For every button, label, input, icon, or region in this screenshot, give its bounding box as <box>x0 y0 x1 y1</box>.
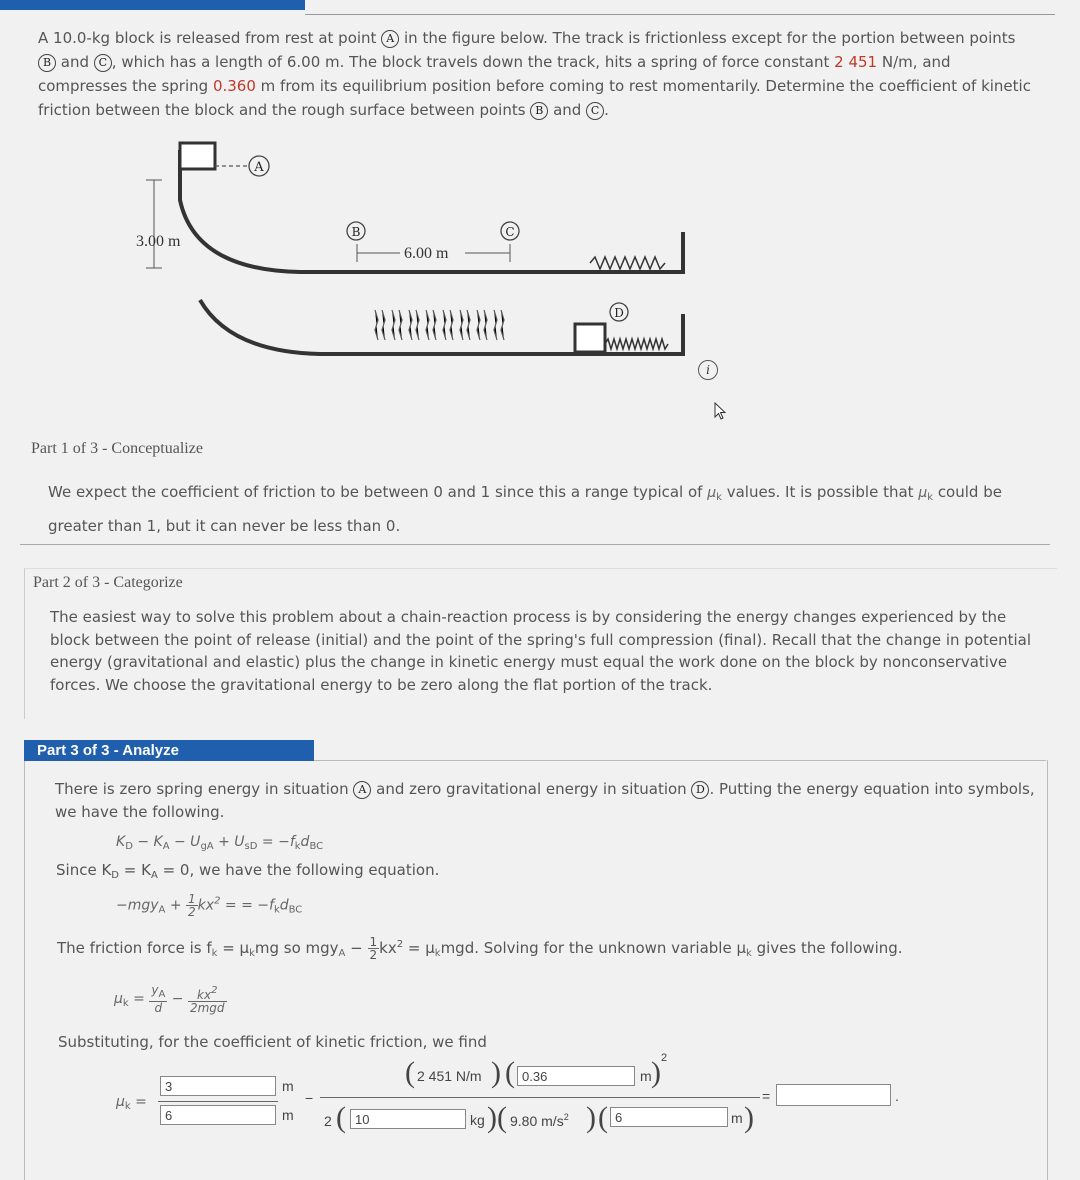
track-figure <box>120 130 700 370</box>
result-input[interactable] <box>776 1084 891 1106</box>
height-label: 3.00 m <box>136 233 181 250</box>
substituting-text: Substituting, for the coefficient of kinetic friction, we find <box>58 1033 487 1051</box>
section-divider <box>20 544 1050 545</box>
part3-intro: There is zero spring energy in situation A and zero gravitational energy in situation D . Putting the energy equation into symbols, we have the following. <box>55 780 1035 821</box>
point-b-text: B <box>351 225 361 239</box>
d-unit-1: m <box>282 1107 294 1123</box>
part2-text: The easiest way to solve this problem about a chain-reaction process is by considering the energy changes experienced by the block between the point of release (initial) and the point of the spring's full compression (final). Recall that the change in potential energy (gravitational and elastic) plus the change in kinetic energy must equal the work done on the block by nonconservative forces. We choose the gravitational energy to be zero along the flat portion of the track. <box>50 608 1032 694</box>
block-a <box>180 143 215 169</box>
part3-top-line <box>314 760 1046 761</box>
mass-input[interactable] <box>350 1109 466 1129</box>
problem-statement: A 10.0-kg block is released from rest at point A in the figure below. The track is frictionless except for the portion between points B and C , which has a length of 6.00 m. The block travels down the track, hits a spring of force constant 2 451 N/m, and compresses the spring 0.360 m from its equilibrium position before coming to rest momentarily. Determine the coefficient of kinetic friction between the block and the rough surface between points B and C . <box>38 29 1031 119</box>
mu-formula: $\mu_k$ = $\frac{y_A}{d}$ − $\frac{kx^2}{\text{2mgd}}$ <box>114 983 225 1015</box>
d-unit-2: m <box>731 1110 743 1126</box>
since-statement: Since $K_D = K_A = 0$, we have the following equation. <box>56 861 440 881</box>
upper-spring <box>590 257 665 269</box>
gravity-text: 9.80 $m/s^2$ <box>510 1112 569 1129</box>
part2-label: Part 2 of 3 - Categorize <box>33 574 183 591</box>
x-unit: m <box>640 1068 652 1084</box>
d-input-1[interactable] <box>160 1105 276 1125</box>
rough-surface-marks <box>375 310 504 340</box>
length-label: 6.00 m <box>404 245 449 262</box>
info-icon[interactable]: i <box>698 360 718 380</box>
point-a-label: A <box>381 30 399 48</box>
top-divider <box>305 14 1055 15</box>
block-d <box>575 324 605 352</box>
fraction-bar-2 <box>320 1097 760 1098</box>
top-tab-bar <box>0 0 305 10</box>
d-input-2[interactable] <box>610 1107 728 1127</box>
ya-input[interactable] <box>160 1076 276 1096</box>
point-c-label: C <box>94 54 112 72</box>
point-c-text: C <box>505 225 515 239</box>
mouse-cursor-icon <box>714 402 728 422</box>
point-d-text: D <box>614 306 624 320</box>
mu-k-label: $\mu_k$ = <box>116 1094 147 1112</box>
point-a-text: A <box>254 160 264 175</box>
two-factor: 2 <box>324 1113 332 1129</box>
fraction-bar-1 <box>158 1101 278 1102</box>
compression-value: 0.360 <box>212 77 256 95</box>
energy-equation-2: −mgy$_A$ + $\frac{1}{2}$ $kx^2$ = = $-f_kd_{BC}$ <box>116 892 303 919</box>
compressed-spring <box>605 339 668 349</box>
part3-label: Part 3 of 3 - Analyze <box>24 740 314 761</box>
mass-unit: kg <box>470 1112 485 1128</box>
energy-equation-1: $K_D - K_A - U_{gA} + U_{sD} = -f_kd_{BC}$ <box>116 834 324 852</box>
x-input[interactable] <box>517 1066 635 1086</box>
part1-text: We expect the coefficient of friction to be between 0 and 1 since this a range typical of $\mu_k$ values. It is possible that $\mu_k$ could be greater than 1, but it can never be less than 0. <box>48 483 1002 535</box>
k-value-text: 2 451 N/m <box>417 1068 482 1084</box>
part1-label: Part 1 of 3 - Conceptualize <box>31 440 203 457</box>
friction-statement: The friction force is $f_k = \mu_kmg$ so mgy$_A$ − $\frac{1}{2}$ $kx^2 = \mu_kmgd$. Solving for the unknown variable $\mu_k$ gives the following. <box>57 935 903 962</box>
spring-constant-value: 2 451 <box>834 53 878 71</box>
x-squared-exponent: 2 <box>661 1052 668 1064</box>
point-b-label: B <box>38 54 56 72</box>
ya-unit: m <box>282 1078 294 1094</box>
